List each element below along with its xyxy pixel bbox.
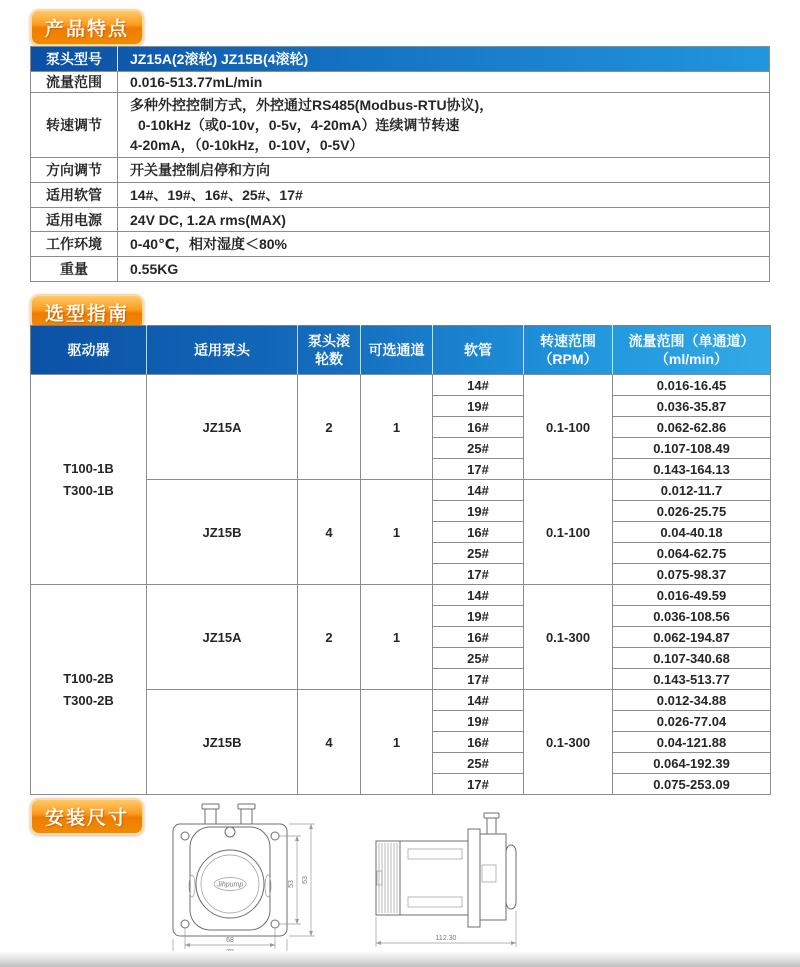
cell-tube: 25# [433,543,524,564]
cell-tube: 17# [433,774,524,795]
spec-label-direction: 方向调节 [31,158,118,183]
spec-value-direction: 开关量控制启停和方向 [118,158,770,183]
dim-front-inner-width: 68 [226,937,234,944]
speed-adjust-line-2: 0-10kHz（或0-10v，0-5v，4-20mA）连续调节转速 [138,117,460,133]
section-title-product-features: 产品特点 [30,9,144,46]
dim-front-outer-height: 63 [302,876,309,884]
cell-flow: 0.064-62.75 [613,543,771,564]
col-header-rollers: 泵头滚 轮数 [298,326,361,375]
cell-tube: 16# [433,732,524,753]
spec-label-power: 适用电源 [31,208,118,232]
cell-flow: 0.036-108.56 [613,606,771,627]
spec-label-weight: 重量 [31,257,118,282]
cell-pump-g2b1: JZ15A [147,585,298,690]
cell-flow: 0.036-35.87 [613,396,771,417]
cell-flow: 0.016-16.45 [613,375,771,396]
cell-tube: 14# [433,690,524,711]
spec-label-environment: 工作环境 [31,232,118,257]
cell-tube: 14# [433,480,524,501]
cell-tube: 19# [433,501,524,522]
cell-flow: 0.064-192.39 [613,753,771,774]
cell-channels-g1b2: 1 [361,480,433,585]
dim-side-length: 112.30 [435,935,457,942]
selection-guide-table [30,325,771,795]
cell-tube: 16# [433,522,524,543]
spec-value-pump-model: JZ15A(2滚轮) JZ15B(4滚轮) [118,47,770,72]
spec-row-power [31,208,770,232]
cell-tube: 17# [433,669,524,690]
brand-logo: Jihpump [216,881,244,889]
col-header-pump-head: 适用泵头 [147,326,298,375]
product-features-table [30,46,770,282]
spec-label-flow-range: 流量范围 [31,72,118,93]
cell-pump-g1b1: JZ15A [147,375,298,480]
spec-value-tubing: 14#、19#、16#、25#、17# [118,183,770,208]
spec-value-speed-adjust [118,93,770,158]
spec-value-power: 24V DC, 1.2A rms(MAX) [118,208,770,232]
cell-tube: 25# [433,753,524,774]
cell-tube: 25# [433,438,524,459]
cell-rollers-g2b1: 2 [298,585,361,690]
cell-speed-g1b1: 0.1-100 [524,375,613,480]
cell-flow: 0.143-513.77 [613,669,771,690]
spec-label-tubing: 适用软管 [31,183,118,208]
cell-flow: 0.062-194.87 [613,627,771,648]
cell-flow: 0.026-25.75 [613,501,771,522]
spec-label-speed-adjust: 转速调节 [31,93,118,158]
cell-flow: 0.04-40.18 [613,522,771,543]
cell-driver-group2: T100-2B T300-2B [31,585,147,795]
cell-speed-g1b2: 0.1-100 [524,480,613,585]
speed-adjust-line-1: 多种外控控制方式，外控通过RS485(Modbus-RTU协议)， [130,97,494,113]
cell-tube: 14# [433,585,524,606]
cell-tube: 16# [433,627,524,648]
cell-channels-g1b1: 1 [361,375,433,480]
selection-header-row [31,326,771,375]
col-header-driver: 驱动器 [31,326,147,375]
cell-pump-g1b2: JZ15B [147,480,298,585]
cell-rollers-g2b2: 4 [298,690,361,795]
cell-tube: 16# [433,417,524,438]
col-header-flow-range: 流量范围（单通道） （ml/min） [613,326,771,375]
cell-pump-g2b2: JZ15B [147,690,298,795]
cell-flow: 0.026-77.04 [613,711,771,732]
cell-flow: 0.012-34.88 [613,690,771,711]
spec-row-flow-range [31,72,770,93]
pump-side-view-drawing [362,801,572,956]
cell-tube: 19# [433,396,524,417]
spec-row-environment [31,232,770,257]
spec-value-flow-range: 0.016-513.77mL/min [118,72,770,93]
col-header-tubing: 软管 [433,326,524,375]
table-row [31,375,771,396]
dim-front-inner-height: 53 [288,880,295,888]
cell-tube: 17# [433,459,524,480]
col-header-channels: 可选通道 [361,326,433,375]
spec-row-tubing [31,183,770,208]
cell-channels-g2b1: 1 [361,585,433,690]
cell-flow: 0.04-121.88 [613,732,771,753]
spec-row-direction [31,158,770,183]
spec-header-row [31,47,770,72]
cell-flow: 0.075-253.09 [613,774,771,795]
cell-flow: 0.075-98.37 [613,564,771,585]
spec-value-weight: 0.55KG [118,257,770,282]
cell-rollers-g1b2: 4 [298,480,361,585]
cell-flow: 0.143-164.13 [613,459,771,480]
cell-flow: 0.012-11.7 [613,480,771,501]
cell-driver-group1: T100-1B T300-1B [31,375,147,585]
speed-adjust-line-3: 4-20mA，（0-10kHz，0-10V，0-5V） [130,137,364,153]
cell-speed-g2b1: 0.1-300 [524,585,613,690]
spec-row-speed-adjust [31,93,770,158]
pump-front-view-drawing [145,799,355,964]
section-title-install-dimensions: 安装尺寸 [30,798,144,835]
cell-flow: 0.016-49.59 [613,585,771,606]
table-row [31,585,771,606]
cell-rollers-g1b1: 2 [298,375,361,480]
cell-tube: 17# [433,564,524,585]
cell-tube: 25# [433,648,524,669]
cell-speed-g2b2: 0.1-300 [524,690,613,795]
cell-tube: 14# [433,375,524,396]
cell-flow: 0.062-62.86 [613,417,771,438]
spec-row-weight [31,257,770,282]
cell-flow: 0.107-108.49 [613,438,771,459]
cell-tube: 19# [433,711,524,732]
cell-tube: 19# [433,606,524,627]
col-header-speed-range: 转速范围 （RPM） [524,326,613,375]
spec-label-pump-model: 泵头型号 [31,47,118,72]
cell-flow: 0.107-340.68 [613,648,771,669]
page-bottom-divider [0,951,800,967]
section-title-selection-guide: 选型指南 [30,294,144,331]
spec-value-environment: 0-40℃，相对湿度＜80% [118,232,770,257]
cell-channels-g2b2: 1 [361,690,433,795]
